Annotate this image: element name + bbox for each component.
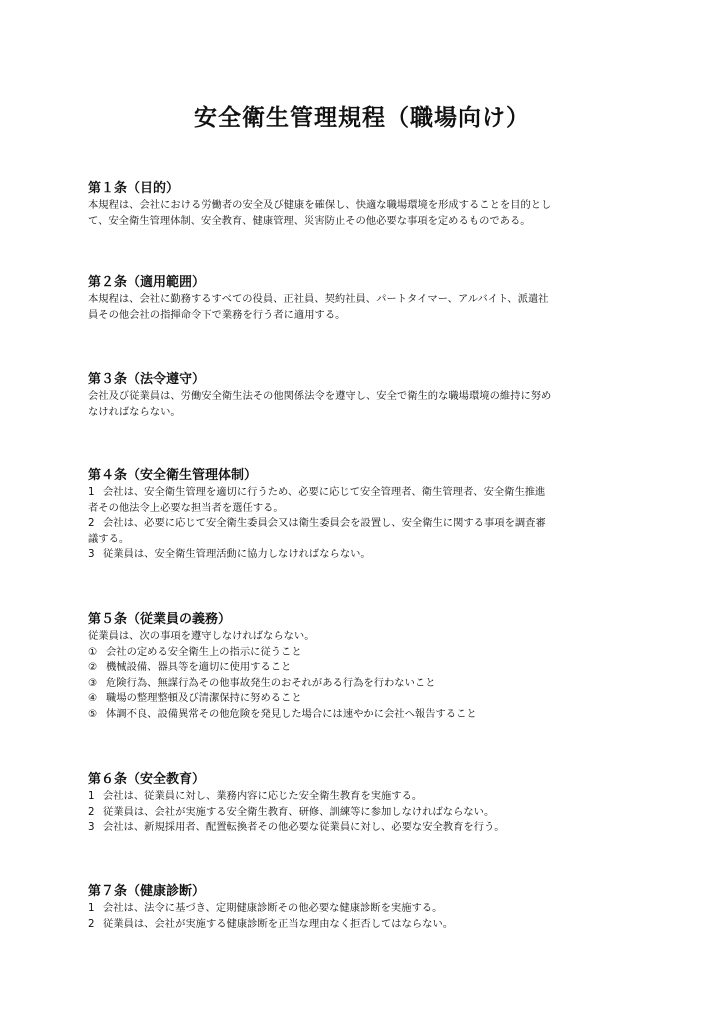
article-heading: 第２条（適用範囲） — [88, 275, 206, 290]
paragraph-number: 1 — [88, 486, 95, 498]
paragraph-3 — [88, 547, 648, 563]
article-1 — [88, 181, 648, 229]
article-4 — [88, 468, 648, 563]
item-text: 会社の定める安全衛生上の指示に従うこと — [106, 645, 302, 658]
paragraph-number: 3 — [88, 548, 95, 560]
paragraph-text: 従業員は、会社が実施する健康診断を正当な理由なく拒否してはならない。 — [103, 917, 454, 930]
body-line: て、安全衛生管理体制、安全教育、健康管理、災害防止その他必要な事項を定めるものである。 — [88, 214, 531, 227]
paragraph-text: 会社は、必要に応じて安全衛生委員会又は衛生委員会を設置し、安全衛生に関する事項を調査審 — [103, 517, 546, 529]
list-item — [88, 691, 648, 707]
article-heading: 第１条（目的） — [88, 181, 180, 196]
item-marker: ⑤ — [88, 707, 98, 720]
paragraph-text: 会社は、従業員に対し、業務内容に応じた安全衛生教育を実施する。 — [103, 790, 423, 802]
article-body — [88, 789, 648, 836]
paragraph-text: 従業員は、安全衛生管理活動に協力しなければならない。 — [103, 548, 371, 560]
paragraph-text: 会社は、安全衛生管理を適切に行うため、必要に応じて安全管理者、衛生管理者、安全衛生推進 — [103, 486, 546, 498]
article-6 — [88, 772, 648, 836]
list-item — [88, 645, 648, 661]
body-line: 本規程は、会社に勤務するすべての役員、正社員、契約社員、パートタイマー、アルバイト、派遣社 — [88, 293, 549, 305]
article-5 — [88, 612, 648, 722]
list-item — [88, 707, 648, 723]
paragraph-1-continued: 者その他法令上必要な担当者を選任する。 — [88, 501, 284, 514]
list-item — [88, 660, 648, 676]
paragraph-text: 従業員は、会社が実施する安全衛生教育、研修、訓練等に参加しなければならない。 — [103, 805, 495, 818]
paragraph-1 — [88, 901, 648, 917]
article-heading: 第６条（安全教育） — [88, 772, 206, 787]
article-heading: 第４条（安全衛生管理体制） — [88, 468, 258, 483]
body-line: 本規程は、会社における労働者の安全及び健康を確保し、快適な職場環境を形成することを目的とし — [88, 199, 552, 211]
item-text: 職場の整理整頓及び清潔保持に努めること — [106, 692, 302, 704]
paragraph-text: 会社は、法令に基づき、定期健康診断その他必要な健康診断を実施する。 — [103, 902, 443, 914]
article-body — [88, 485, 648, 563]
article-body — [88, 901, 648, 932]
item-marker: ② — [88, 661, 98, 673]
article-intro: 従業員は、次の事項を遵守しなければならない。 — [88, 630, 315, 642]
article-heading: 第３条（法令遵守） — [88, 372, 206, 387]
article-3 — [88, 372, 648, 420]
paragraph-number: 2 — [88, 917, 95, 930]
article-body — [88, 389, 648, 420]
body-line: なければならない。 — [88, 405, 181, 418]
body-line: 会社及び従業員は、労働安全衛生法その他関係法令を遵守し、安全で衛生的な職場環境の維持に努め — [88, 390, 552, 402]
document-title: 安全衛生管理規程（職場向け） — [194, 105, 530, 131]
paragraph-2 — [88, 917, 648, 933]
article-heading: 第７条（健康診断） — [88, 884, 206, 899]
item-marker: ③ — [88, 676, 98, 689]
paragraph-number: 2 — [88, 517, 95, 529]
paragraph-2 — [88, 805, 648, 821]
paragraph-1 — [88, 485, 648, 501]
paragraph-2 — [88, 516, 648, 532]
article-body — [88, 629, 648, 722]
paragraph-number: 3 — [88, 821, 95, 833]
article-body — [88, 292, 648, 323]
article-7 — [88, 884, 648, 932]
paragraph-number: 2 — [88, 805, 95, 818]
article-2 — [88, 275, 648, 323]
article-body — [88, 198, 648, 229]
list-item — [88, 676, 648, 692]
item-marker: ④ — [88, 692, 98, 704]
item-marker: ① — [88, 645, 98, 658]
paragraph-3 — [88, 820, 648, 836]
body-line: 員その他会社の指揮命令下で業務を行う者に適用する。 — [88, 308, 346, 321]
paragraph-number: 1 — [88, 790, 95, 802]
paragraph-1 — [88, 789, 648, 805]
item-text: 体調不良、設備異常その他危険を発見した場合には速やかに会社へ報告すること — [106, 707, 477, 720]
article-heading: 第５条（従業員の義務） — [88, 612, 232, 627]
item-text: 機械設備、器具等を適切に使用すること — [106, 661, 292, 673]
item-text: 危険行為、無謀行為その他事故発生のおそれがある行為を行わないこと — [106, 676, 436, 689]
paragraph-text: 会社は、新規採用者、配置転換者その他必要な従業員に対し、必要な安全教育を行う。 — [103, 821, 505, 833]
paragraph-number: 1 — [88, 902, 95, 914]
paragraph-2-continued: 議する。 — [88, 532, 130, 545]
